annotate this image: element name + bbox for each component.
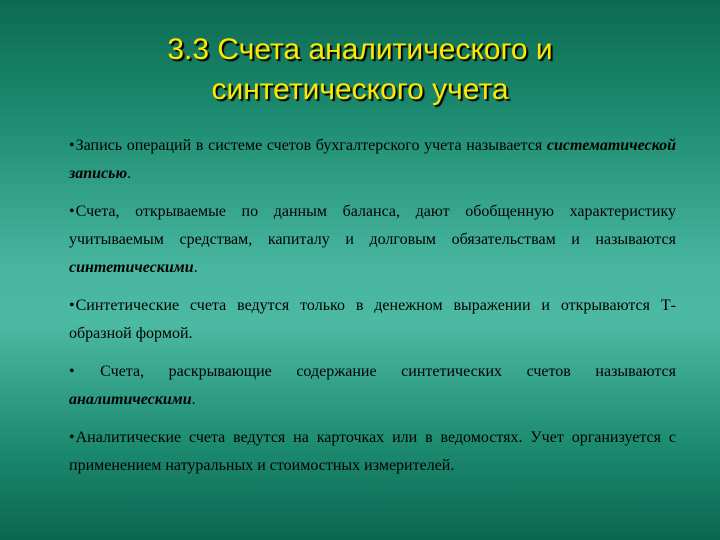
bullet-item [69, 292, 676, 348]
bullet-item [69, 132, 676, 188]
bullet-text-end: . [127, 165, 132, 182]
bullet-emphasis: синтетическими [69, 259, 194, 276]
bullet-text: Счета, открываемые по данным баланса, дают обобщенную характеристику учитываемым средствам, капиталу и долговым обязательствам и называются [69, 203, 676, 248]
bullet-icon: • [69, 363, 75, 380]
slide-title-line-1: 3.3 Счета аналитического и [167, 33, 553, 66]
bullet-item [69, 198, 676, 282]
bullet-item [69, 358, 676, 414]
bullet-text: Счета, раскрывающие содержание синтетических счетов называются [75, 363, 676, 380]
bullet-icon: • [69, 137, 75, 154]
bullet-text-end: . [193, 259, 198, 276]
bullet-item [69, 424, 676, 480]
bullet-text: Запись операций в системе счетов бухгалтерского учета называется [75, 137, 547, 154]
slide-title-line-2: синтетического учета [211, 73, 509, 106]
bullet-emphasis: аналитическими [69, 391, 192, 408]
bullet-text: Аналитические счета ведутся на карточках или в ведомостях. Учет организуется с применением натуральных и стоимостных измерителей. [69, 429, 676, 474]
bullet-emphasis: систематической записью [69, 137, 676, 182]
bullet-list [69, 132, 676, 480]
bullet-icon: • [69, 429, 75, 446]
bullet-text-end: . [191, 391, 196, 408]
bullet-text: Синтетические счета ведутся только в денежном выражении и открываются Т-образной формой. [69, 297, 676, 342]
slide-title [60, 30, 660, 110]
bullet-icon: • [69, 203, 75, 220]
bullet-icon: • [69, 297, 75, 314]
